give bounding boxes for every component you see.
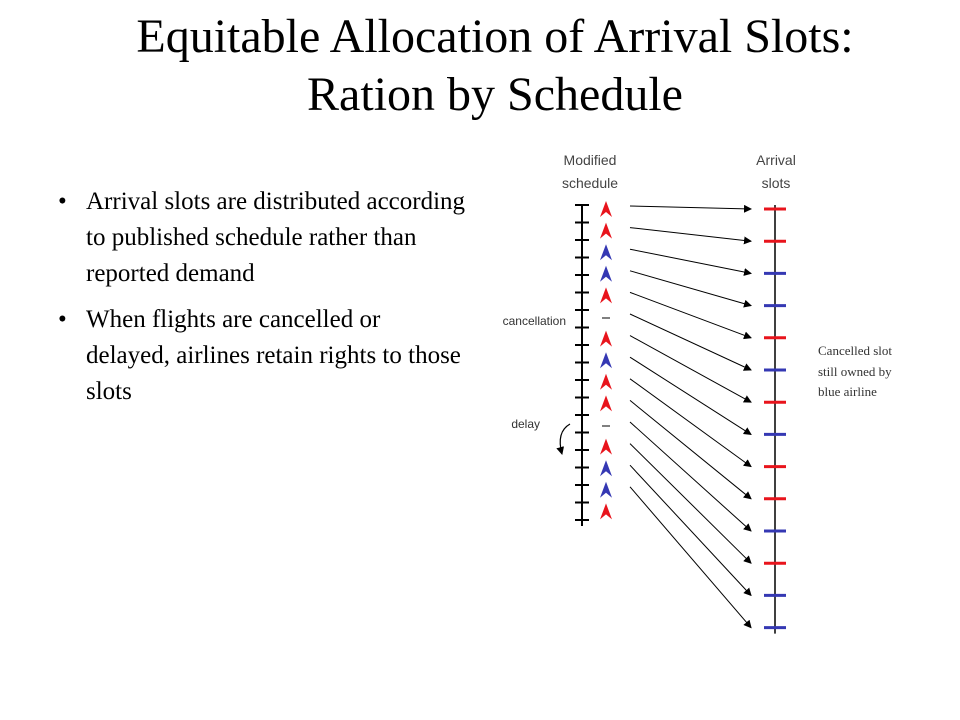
bullet-dot-icon: • [58,188,67,215]
allocation-arrow [630,487,751,628]
note-line-1: Cancelled slot [818,343,893,358]
bullet-dot-icon: • [58,306,67,333]
note-line-2: still owned by [818,364,892,379]
allocation-arrow [630,444,751,564]
allocation-arrows [630,206,751,628]
flight-arrow-red-icon [600,395,612,411]
title-line-1: Equitable Allocation of Arrival Slots: [136,10,854,63]
flight-arrow-red-icon [600,201,612,217]
flight-arrow-blue-icon [600,266,612,282]
bullet-text: When flights are cancelled or delayed, airlines retain rights to those slots [86,306,461,405]
flight-arrow-red-icon [600,439,612,455]
bullet-text: Arrival slots are distributed according to published schedule rather than reported demand [86,188,466,287]
allocation-arrow [630,206,751,209]
flight-markers [600,201,612,519]
right-header-line-1: Arrival [756,152,796,168]
arrival-slots-axis [764,205,786,634]
flight-arrow-red-icon [600,331,612,347]
left-header-line-1: Modified [563,152,617,168]
delay-label: delay [511,417,540,431]
flight-arrow-blue-icon [600,352,612,368]
allocation-arrow [630,292,751,337]
allocation-arrow [630,422,751,531]
flight-arrow-blue-icon [600,460,612,476]
flight-arrow-blue-icon [600,244,612,260]
allocation-arrow [630,249,751,273]
allocation-arrow [630,465,751,595]
left-header-line-2: schedule [561,175,619,191]
delay-curve-icon [560,424,570,454]
right-header-line-2: slots [761,175,791,191]
allocation-arrow [630,314,751,370]
flight-arrow-blue-icon [600,482,612,498]
note-line-3: blue airline [818,384,877,399]
cancellation-label: cancellation [502,314,566,328]
flight-arrow-red-icon [600,503,612,519]
allocation-arrow [630,271,751,306]
flight-arrow-red-icon [600,374,612,390]
flight-arrow-red-icon [600,287,612,303]
modified-schedule-axis [575,205,589,526]
flight-arrow-red-icon [600,223,612,239]
allocation-arrow [630,228,751,242]
title-line-2: Ration by Schedule [307,68,683,121]
